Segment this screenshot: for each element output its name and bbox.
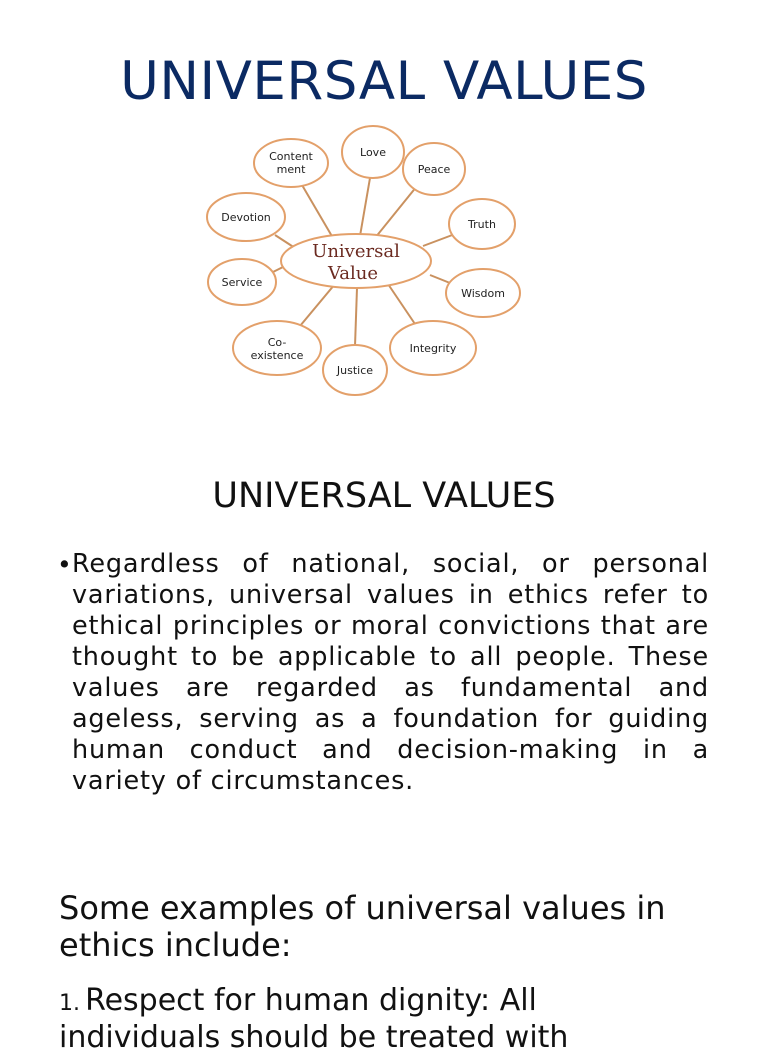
- spoke-coexistence: [300, 284, 335, 326]
- bullet-text: Regardless of national, social, or personal variations, universal values in ethics refer to ethical principles or moral convictions that are thought to be applicable to all people. These values are regarded as fundamental and ageless, serving as a foundation for guiding human conduct and decision-making in a variety of circumstances.: [72, 549, 709, 796]
- spoke-wisdom: [430, 275, 450, 283]
- universal-values-diagram: [195, 118, 535, 404]
- spoke-justice: [355, 288, 357, 346]
- node-label: Co-: [267, 336, 287, 349]
- bullet-point: •: [57, 550, 72, 579]
- node-label: Justice: [336, 364, 374, 377]
- spoke-peace: [375, 186, 417, 238]
- spoke-integrity: [388, 284, 415, 324]
- examples-heading: Some examples of universal values in ethics include:: [59, 889, 666, 964]
- center-label: Value: [327, 263, 379, 284]
- node-label: existence: [250, 349, 304, 362]
- spoke-love: [360, 178, 370, 236]
- list-item: [59, 982, 759, 1055]
- node-label: Devotion: [221, 211, 271, 224]
- list-text-continued: individuals should be treated with: [59, 1020, 569, 1055]
- node-label: Service: [221, 276, 263, 289]
- bullet-paragraph: [57, 549, 709, 797]
- list-number: 1.: [59, 991, 80, 1016]
- node-label: Love: [360, 146, 386, 159]
- page-title: UNIVERSAL VALUES: [120, 51, 648, 112]
- node-label: Wisdom: [461, 287, 505, 300]
- node-label: ment: [276, 163, 306, 176]
- node-label: Peace: [417, 163, 451, 176]
- spoke-truth: [423, 234, 455, 246]
- node-label: Integrity: [409, 342, 457, 355]
- node-label: Truth: [468, 218, 496, 231]
- spoke-contentment: [302, 185, 333, 238]
- section-title: UNIVERSAL VALUES: [212, 476, 556, 516]
- center-label: Universal: [312, 241, 400, 262]
- list-text: Respect for human dignity: All: [85, 983, 537, 1018]
- node-label: Content: [269, 150, 313, 163]
